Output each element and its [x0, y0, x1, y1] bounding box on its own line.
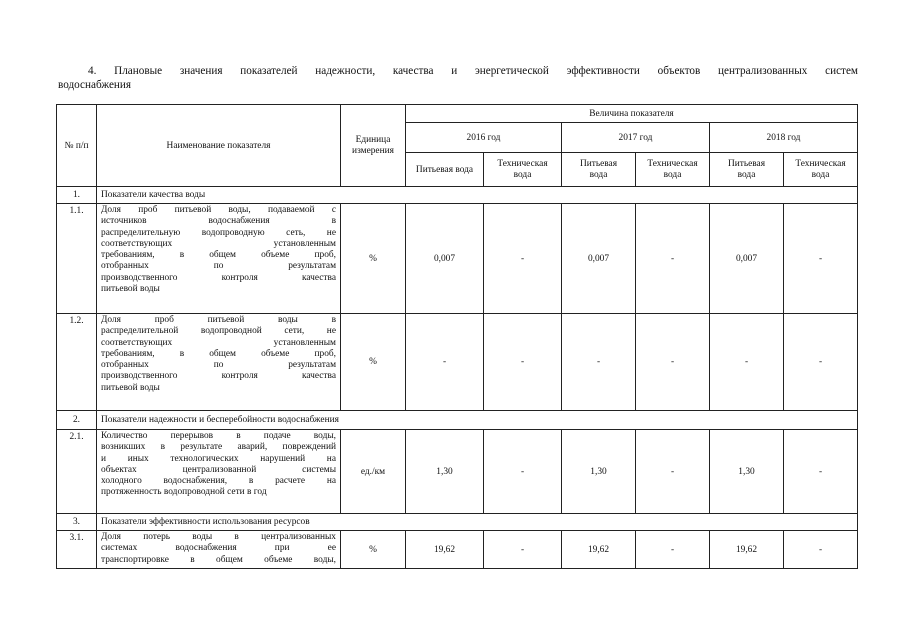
value-cell: - [636, 204, 710, 314]
value-cell: - [636, 430, 710, 514]
value-cell: - [484, 531, 562, 569]
section-row [57, 411, 858, 430]
value-cell: 1,30 [710, 430, 784, 514]
value-cell: - [484, 204, 562, 314]
value-cell: - [784, 204, 858, 314]
section-title: Показатели надежности и бесперебойности водоснабжения [97, 411, 858, 430]
indicators-table [56, 104, 858, 569]
value-cell: - [784, 430, 858, 514]
header-year-2017: 2017 год [562, 123, 710, 153]
table-row [57, 531, 858, 569]
header-drinking-water: Питьевая вода [710, 153, 784, 187]
value-cell: - [784, 314, 858, 411]
row-description: Доля потерь воды в централизованных системах водоснабжения при ее транспортировке в общем объеме воды, [97, 531, 341, 569]
section-row [57, 514, 858, 531]
value-cell: 1,30 [562, 430, 636, 514]
row-number: 2.1. [57, 430, 97, 514]
header-technical-water: Техническая вода [636, 153, 710, 187]
section-title: Показатели качества воды [97, 187, 858, 204]
header-indicator-name: Наименование показателя [97, 105, 341, 187]
value-cell: 19,62 [710, 531, 784, 569]
header-technical-water: Техническая вода [784, 153, 858, 187]
header-drinking-water: Питьевая вода [562, 153, 636, 187]
value-cell: - [406, 314, 484, 411]
row-unit: % [341, 531, 406, 569]
header-row-1 [57, 105, 858, 123]
header-number: № п/п [57, 105, 97, 187]
value-cell: - [710, 314, 784, 411]
section-title: Показатели эффективности использования ресурсов [97, 514, 858, 531]
header-technical-water: Техническая вода [484, 153, 562, 187]
section-number: 2. [57, 411, 97, 430]
section-row [57, 187, 858, 204]
row-number: 3.1. [57, 531, 97, 569]
row-unit: % [341, 314, 406, 411]
header-year-2018: 2018 год [710, 123, 858, 153]
row-number: 1.1. [57, 204, 97, 314]
value-cell: 19,62 [562, 531, 636, 569]
value-cell: 0,007 [710, 204, 784, 314]
value-cell: - [636, 531, 710, 569]
header-year-2016: 2016 год [406, 123, 562, 153]
value-cell: - [636, 314, 710, 411]
header-drinking-water: Питьевая вода [406, 153, 484, 187]
value-cell: 1,30 [406, 430, 484, 514]
value-cell: - [484, 314, 562, 411]
section-heading-line-2: водоснабжения [58, 79, 132, 91]
row-unit: % [341, 204, 406, 314]
section-number: 1. [57, 187, 97, 204]
section-heading [58, 64, 858, 92]
table-row [57, 204, 858, 314]
value-cell: 19,62 [406, 531, 484, 569]
table-row [57, 314, 858, 411]
row-number: 1.2. [57, 314, 97, 411]
table-row [57, 430, 858, 514]
row-description: Количество перерывов в подаче воды, возникших в результате аварий, повреждений и иных технологических нарушений на объектах централизованной системы холодного водоснабжения, в расчете на протяженность водопроводной сети в год [97, 430, 341, 514]
value-cell: - [484, 430, 562, 514]
value-cell: 0,007 [562, 204, 636, 314]
header-indicator-value: Величина показателя [406, 105, 858, 123]
row-unit: ед./км [341, 430, 406, 514]
section-number: 3. [57, 514, 97, 531]
row-description: Доля проб питьевой воды, подаваемой с источников водоснабжения в распределительную водопроводную сеть, не соответствующих установленным требованиям, в общем объеме проб, отобранных по результатам производственного контроля качества питьевой воды [97, 204, 341, 314]
row-description: Доля проб питьевой воды в распределительной водопроводной сети, не соответствующих установленным требованиям, в общем объеме проб, отобранных по результатам производственного контроля качества питьевой воды [97, 314, 341, 411]
value-cell: - [562, 314, 636, 411]
value-cell: - [784, 531, 858, 569]
header-unit: Единица измерения [341, 105, 406, 187]
section-heading-line-1: 4. Плановые значения показателей надежности, качества и энергетической эффективности объектов централизованных систем [88, 65, 858, 77]
value-cell: 0,007 [406, 204, 484, 314]
